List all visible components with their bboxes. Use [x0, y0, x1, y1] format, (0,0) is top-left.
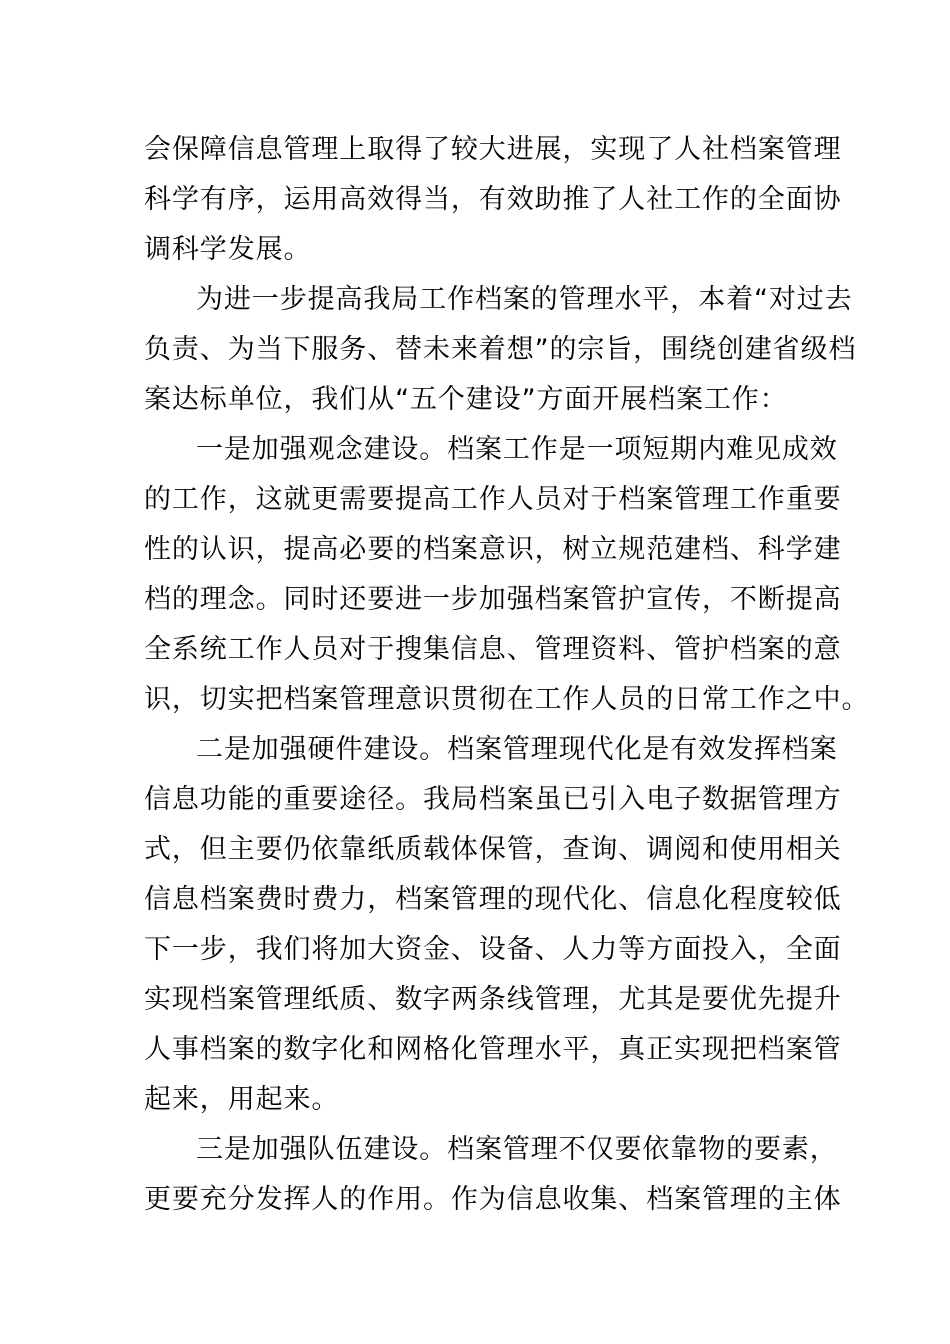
- text-line: 科学有序，运用高效得当，有效助推了人社工作的全面协: [144, 184, 842, 215]
- text-line: 负责、为当下服务、替未来着想”的宗旨，围绕创建省级档: [144, 334, 857, 365]
- text-line: 一是加强观念建设。档案工作是一项短期内难见成效: [196, 434, 838, 465]
- text-line: 会保障信息管理上取得了较大进展，实现了人社档案管理: [144, 134, 842, 165]
- text-line: 更要充分发挥人的作用。作为信息收集、档案管理的主体: [144, 1184, 842, 1215]
- text-line: 性的认识，提高必要的档案意识，树立规范建档、科学建: [144, 534, 842, 565]
- text-line: 下一步，我们将加大资金、设备、人力等方面投入，全面: [144, 934, 842, 965]
- text-line: 实现档案管理纸质、数字两条线管理，尤其是要优先提升: [144, 984, 842, 1015]
- text-line: 案达标单位，我们从“五个建设”方面开展档案工作：: [144, 384, 788, 415]
- text-line: 信息档案费时费力，档案管理的现代化、信息化程度较低: [144, 884, 842, 915]
- text-line: 为进一步提高我局工作档案的管理水平，本着“对过去: [196, 284, 853, 315]
- text-line: 式，但主要仍依靠纸质载体保管，查询、调阅和使用相关: [144, 834, 842, 865]
- text-line: 调科学发展。: [144, 234, 312, 265]
- text-line: 的工作，这就更需要提高工作人员对于档案管理工作重要: [144, 484, 842, 515]
- text-line: 三是加强队伍建设。档案管理不仅要依靠物的要素，: [196, 1134, 838, 1165]
- text-line: 信息功能的重要途径。我局档案虽已引入电子数据管理方: [144, 784, 842, 815]
- text-line: 全系统工作人员对于搜集信息、管理资料、管护档案的意: [144, 634, 842, 665]
- text-line: 人事档案的数字化和网格化管理水平，真正实现把档案管: [144, 1034, 842, 1065]
- body-text: [144, 125, 870, 1225]
- text-line: 二是加强硬件建设。档案管理现代化是有效发挥档案: [196, 734, 838, 765]
- text-line: 识，切实把档案管理意识贯彻在工作人员的日常工作之中。: [144, 684, 870, 715]
- text-line: 起来，用起来。: [144, 1084, 340, 1115]
- text-line: 档的理念。同时还要进一步加强档案管护宣传，不断提高: [144, 584, 842, 615]
